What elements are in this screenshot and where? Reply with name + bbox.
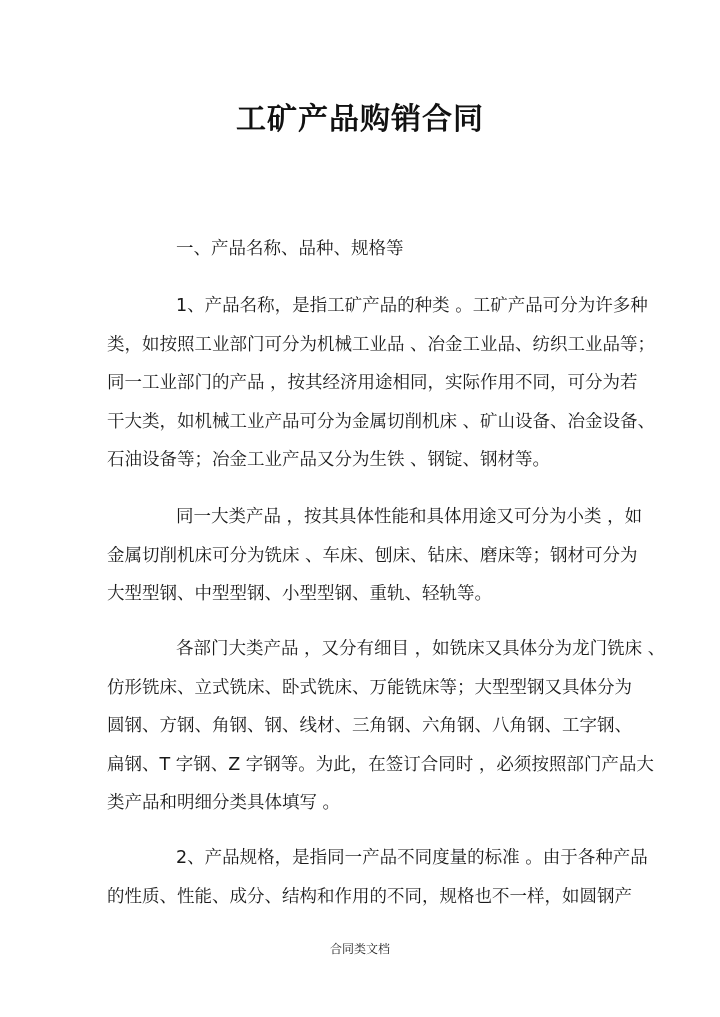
paragraph-line: 同一工业部门的产品 ，按其经济用途相同，实际作用不同，可分为若 [107, 373, 638, 393]
paragraph-line: 干大类，如机械工业产品可分为金属切削机床 、矿山设备、冶金设备、 [107, 411, 656, 432]
document-title: 工矿产品购销合同 [236, 102, 484, 137]
page-footer: 合同类文档 [329, 942, 390, 956]
paragraph-line: 1、产品名称，是指工矿产品的种类 。工矿产品可分为许多种 [176, 296, 648, 316]
paragraph-line: 扁钢、T 字钢、Z 字钢等。为此，在签订合同时 ，必须按照部门产品大 [107, 754, 654, 775]
paragraph-line: 金属切削机床可分为铣床 、车床、刨床、钻床、磨床等；钢材可分为 [107, 545, 638, 566]
paragraph-line: 各部门大类产品 ，又分有细目 ，如铣床又具体分为龙门铣床 、 [176, 639, 666, 659]
paragraph-subcategories [107, 498, 643, 614]
paragraph-product-spec [107, 839, 648, 916]
paragraph-line: 石油设备等；冶金工业产品又分为生铁 、钢锭、钢材等。 [107, 450, 551, 470]
paragraph-product-name [107, 287, 656, 480]
section-heading: 一、产品名称、品种、规格等 [176, 239, 404, 259]
paragraph-line: 类，如按照工业部门可分为机械工业品 、冶金工业品、纺织工业品等； [107, 334, 656, 355]
paragraph-details [107, 630, 666, 823]
paragraph-line: 同一大类产品 ，按其具体性能和具体用途又可分为小类 ，如 [176, 507, 643, 527]
paragraph-line: 大型型钢、中型型钢、小型型钢、重轨、轻轨等。 [107, 584, 492, 604]
paragraph-line: 2、产品规格，是指同一产品不同度量的标准 。由于各种产品 [176, 848, 648, 868]
paragraph-line: 圆钢、方钢、角钢、钢、线材、三角钢、六角钢、八角钢、工字钢、 [107, 716, 632, 736]
paragraph-line: 仿形铣床、立式铣床、卧式铣床、万能铣床等；大型型钢又具体分为 [107, 677, 632, 698]
paragraph-line: 的性质、性能、成分、结构和作用的不同，规格也不一样，如圆钢产 [107, 886, 632, 907]
paragraph-line: 类产品和明细分类具体填写 。 [107, 793, 341, 813]
